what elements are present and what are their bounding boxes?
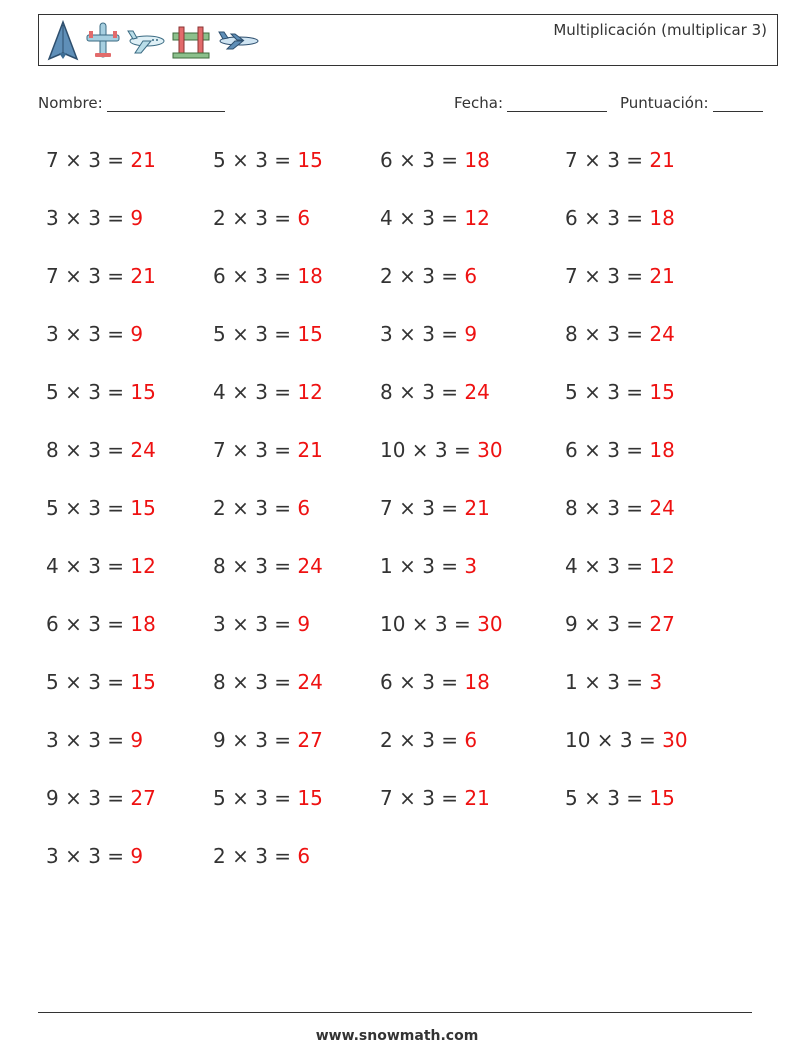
- footer-site: www.snowmath.com: [315, 1028, 479, 1044]
- problem-question: 9 × 3 =: [213, 728, 298, 752]
- problem-answer: 12: [297, 380, 323, 404]
- problem-question: 7 × 3 =: [380, 496, 465, 520]
- problem-item: [213, 322, 323, 346]
- problem-item: [565, 728, 688, 752]
- problem-item: [213, 844, 310, 868]
- problem-row: [46, 836, 766, 894]
- score-field: [620, 94, 763, 112]
- problem-answer: 9: [130, 844, 144, 868]
- problem-answer: 15: [297, 786, 323, 810]
- problem-grid: [46, 140, 766, 894]
- problem-question: 2 × 3 =: [213, 496, 298, 520]
- problem-item: [46, 554, 156, 578]
- problem-answer: 6: [297, 206, 311, 230]
- problem-question: 4 × 3 =: [565, 554, 650, 578]
- problem-item: [380, 322, 477, 346]
- problem-question: 5 × 3 =: [565, 786, 650, 810]
- problem-question: 6 × 3 =: [380, 670, 465, 694]
- problem-item: [213, 612, 310, 636]
- problem-question: 7 × 3 =: [46, 264, 131, 288]
- problem-answer: 21: [649, 264, 675, 288]
- airplane-icon: [125, 19, 167, 63]
- worksheet-title: Multiplicación (multiplicar 3): [553, 21, 767, 39]
- problem-question: 8 × 3 =: [380, 380, 465, 404]
- problem-answer: 3: [649, 670, 663, 694]
- problem-answer: 6: [297, 844, 311, 868]
- problem-item: [380, 496, 490, 520]
- problem-item: [46, 670, 156, 694]
- problem-answer: 21: [649, 148, 675, 172]
- problem-item: [380, 786, 490, 810]
- problem-item: [380, 438, 503, 462]
- problem-answer: 18: [297, 264, 323, 288]
- icon-strip: [45, 19, 261, 63]
- problem-item: [565, 322, 675, 346]
- problem-question: 9 × 3 =: [46, 786, 131, 810]
- problem-question: 9 × 3 =: [565, 612, 650, 636]
- problem-answer: 27: [130, 786, 156, 810]
- problem-item: [565, 380, 675, 404]
- problem-question: 8 × 3 =: [565, 496, 650, 520]
- problem-answer: 18: [649, 438, 675, 462]
- problem-question: 6 × 3 =: [565, 438, 650, 462]
- airplane-icon: [215, 19, 261, 63]
- footer-divider: [38, 1012, 752, 1013]
- problem-answer: 12: [130, 554, 156, 578]
- problem-item: [213, 670, 323, 694]
- problem-answer: 27: [649, 612, 675, 636]
- problem-row: [46, 720, 766, 778]
- problem-question: 3 × 3 =: [46, 844, 131, 868]
- problem-row: [46, 488, 766, 546]
- problem-question: 10 × 3 =: [565, 728, 663, 752]
- problem-item: [380, 612, 503, 636]
- problem-answer: 15: [649, 786, 675, 810]
- problem-question: 1 × 3 =: [380, 554, 465, 578]
- problem-item: [565, 206, 675, 230]
- problem-row: [46, 140, 766, 198]
- problem-answer: 15: [130, 670, 156, 694]
- problem-item: [565, 496, 675, 520]
- problem-item: [565, 786, 675, 810]
- airplane-icon: [169, 19, 213, 63]
- problem-question: 6 × 3 =: [380, 148, 465, 172]
- problem-item: [213, 206, 310, 230]
- problem-answer: 21: [130, 148, 156, 172]
- problem-item: [213, 380, 323, 404]
- problem-question: 8 × 3 =: [565, 322, 650, 346]
- header-box: [38, 14, 778, 66]
- name-blank-line: [107, 97, 225, 112]
- problem-question: 4 × 3 =: [380, 206, 465, 230]
- problem-question: 3 × 3 =: [46, 728, 131, 752]
- problem-item: [46, 612, 156, 636]
- problem-item: [380, 264, 477, 288]
- problem-question: 7 × 3 =: [213, 438, 298, 462]
- problem-answer: 27: [297, 728, 323, 752]
- problem-item: [46, 322, 143, 346]
- problem-item: [213, 554, 323, 578]
- problem-question: 4 × 3 =: [46, 554, 131, 578]
- problem-answer: 18: [130, 612, 156, 636]
- problem-item: [46, 148, 156, 172]
- problem-question: 10 × 3 =: [380, 438, 478, 462]
- score-label: Puntuación:: [620, 94, 709, 112]
- problem-answer: 21: [297, 438, 323, 462]
- problem-answer: 6: [464, 264, 478, 288]
- problem-answer: 3: [464, 554, 478, 578]
- problem-question: 3 × 3 =: [213, 612, 298, 636]
- problem-answer: 9: [130, 728, 144, 752]
- problem-question: 2 × 3 =: [380, 728, 465, 752]
- problem-answer: 12: [464, 206, 490, 230]
- problem-item: [213, 496, 310, 520]
- problem-answer: 30: [477, 438, 503, 462]
- date-label: Fecha:: [454, 94, 504, 112]
- problem-item: [46, 264, 156, 288]
- problem-answer: 15: [297, 322, 323, 346]
- problem-row: [46, 604, 766, 662]
- problem-question: 2 × 3 =: [213, 206, 298, 230]
- problem-question: 1 × 3 =: [565, 670, 650, 694]
- problem-question: 8 × 3 =: [213, 554, 298, 578]
- problem-item: [565, 612, 675, 636]
- score-blank-line: [713, 97, 763, 112]
- problem-question: 2 × 3 =: [380, 264, 465, 288]
- problem-row: [46, 778, 766, 836]
- problem-question: 6 × 3 =: [213, 264, 298, 288]
- problem-item: [380, 206, 490, 230]
- problem-answer: 24: [649, 322, 675, 346]
- problem-answer: 6: [297, 496, 311, 520]
- problem-item: [213, 438, 323, 462]
- problem-item: [46, 496, 156, 520]
- date-field: [454, 94, 607, 112]
- problem-question: 5 × 3 =: [565, 380, 650, 404]
- problem-answer: 18: [464, 148, 490, 172]
- problem-row: [46, 256, 766, 314]
- problem-item: [213, 786, 323, 810]
- problem-question: 3 × 3 =: [46, 206, 131, 230]
- problem-answer: 21: [464, 496, 490, 520]
- problem-question: 7 × 3 =: [565, 148, 650, 172]
- problem-answer: 18: [649, 206, 675, 230]
- problem-question: 5 × 3 =: [213, 322, 298, 346]
- problem-item: [380, 554, 477, 578]
- problem-question: 6 × 3 =: [565, 206, 650, 230]
- problem-answer: 9: [297, 612, 311, 636]
- problem-item: [46, 438, 156, 462]
- problem-row: [46, 372, 766, 430]
- airplane-icon: [83, 19, 123, 63]
- problem-question: 5 × 3 =: [213, 148, 298, 172]
- date-blank-line: [507, 97, 607, 112]
- problem-question: 7 × 3 =: [46, 148, 131, 172]
- problem-question: 2 × 3 =: [213, 844, 298, 868]
- problem-question: 5 × 3 =: [46, 380, 131, 404]
- problem-item: [565, 438, 675, 462]
- problem-answer: 30: [477, 612, 503, 636]
- problem-question: 7 × 3 =: [565, 264, 650, 288]
- problem-question: 7 × 3 =: [380, 786, 465, 810]
- problem-answer: 15: [649, 380, 675, 404]
- problem-item: [46, 786, 156, 810]
- problem-answer: 24: [464, 380, 490, 404]
- problem-answer: 15: [297, 148, 323, 172]
- problem-item: [565, 264, 675, 288]
- problem-question: 5 × 3 =: [213, 786, 298, 810]
- problem-item: [213, 148, 323, 172]
- problem-row: [46, 546, 766, 604]
- problem-question: 8 × 3 =: [46, 438, 131, 462]
- problem-row: [46, 198, 766, 256]
- problem-answer: 6: [464, 728, 478, 752]
- problem-item: [565, 670, 662, 694]
- problem-row: [46, 662, 766, 720]
- problem-item: [213, 728, 323, 752]
- problem-question: 8 × 3 =: [213, 670, 298, 694]
- problem-item: [46, 206, 143, 230]
- airplane-icon: [45, 19, 81, 63]
- problem-row: [46, 430, 766, 488]
- name-field: [38, 94, 225, 112]
- problem-answer: 24: [649, 496, 675, 520]
- problem-answer: 9: [464, 322, 478, 346]
- name-label: Nombre:: [38, 94, 103, 112]
- problem-answer: 21: [464, 786, 490, 810]
- problem-answer: 9: [130, 206, 144, 230]
- problem-question: 3 × 3 =: [46, 322, 131, 346]
- problem-answer: 30: [662, 728, 688, 752]
- problem-answer: 24: [297, 670, 323, 694]
- problem-question: 5 × 3 =: [46, 670, 131, 694]
- problem-item: [46, 728, 143, 752]
- problem-item: [213, 264, 323, 288]
- problem-question: 10 × 3 =: [380, 612, 478, 636]
- problem-item: [380, 670, 490, 694]
- problem-question: 5 × 3 =: [46, 496, 131, 520]
- problem-item: [380, 380, 490, 404]
- problem-answer: 15: [130, 380, 156, 404]
- problem-row: [46, 314, 766, 372]
- problem-item: [565, 148, 675, 172]
- problem-question: 6 × 3 =: [46, 612, 131, 636]
- problem-answer: 18: [464, 670, 490, 694]
- problem-item: [380, 728, 477, 752]
- problem-item: [380, 148, 490, 172]
- problem-item: [46, 844, 143, 868]
- problem-answer: 9: [130, 322, 144, 346]
- problem-answer: 24: [130, 438, 156, 462]
- problem-answer: 24: [297, 554, 323, 578]
- problem-answer: 12: [649, 554, 675, 578]
- problem-answer: 21: [130, 264, 156, 288]
- problem-item: [46, 380, 156, 404]
- problem-item: [565, 554, 675, 578]
- problem-question: 3 × 3 =: [380, 322, 465, 346]
- problem-answer: 15: [130, 496, 156, 520]
- problem-question: 4 × 3 =: [213, 380, 298, 404]
